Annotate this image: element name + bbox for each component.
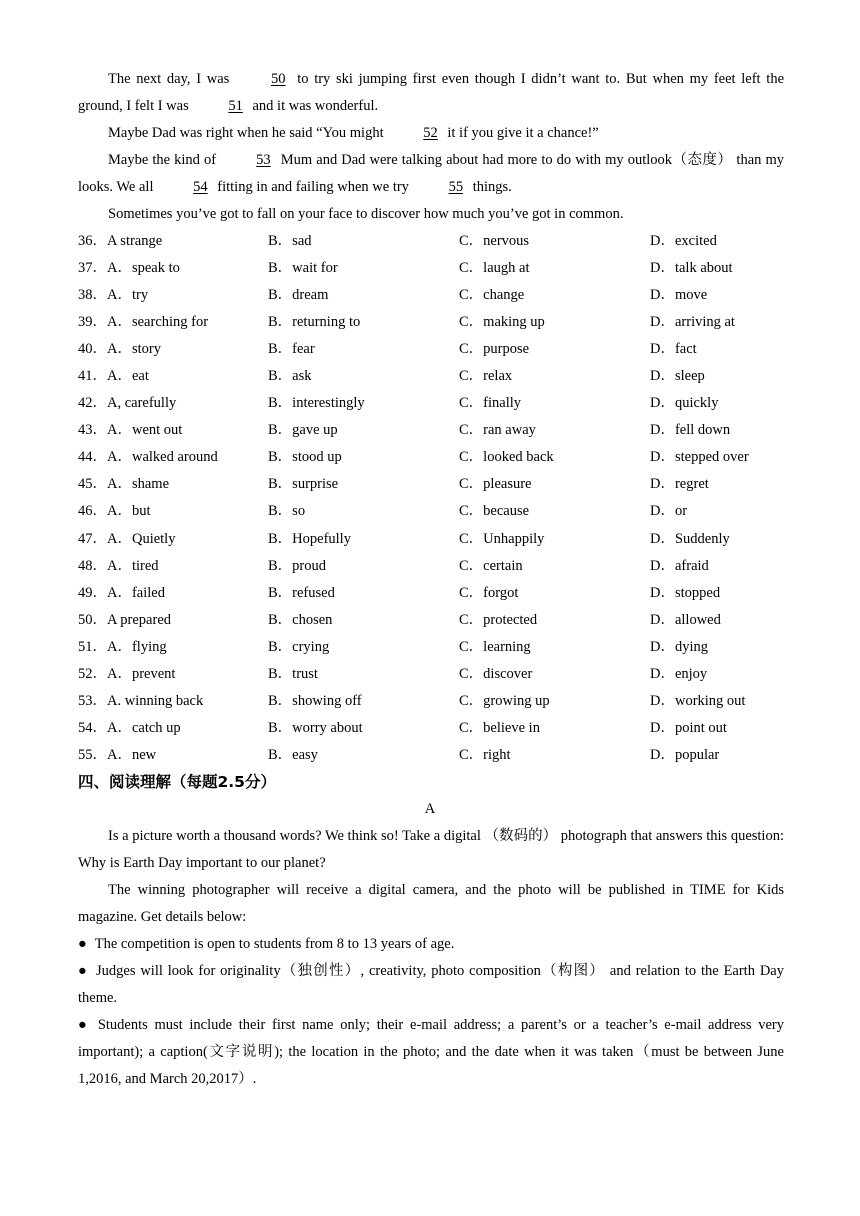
bullet-text: Students must include their first name only; their e-mail address; a parent’s or a teacher’s e-mail address very important); a caption(文字说明); the location in the photo; and the date when it was taken（must be between June 1,2016, and March 20,2017）. [78,1017,784,1087]
option-a: 53．A. winning back [78,692,204,709]
option-d: D．working out [650,692,746,709]
option-d: D．Suddenly [650,530,730,547]
blank-55: 55 [448,179,464,195]
option-a: 54．A．catch up [78,719,181,736]
option-c: C．making up [459,314,545,331]
option-b: B．sad [268,233,312,249]
option-row [78,607,784,634]
option-b: B．worry about [268,719,363,736]
option-c: C．because [459,503,530,520]
option-row [78,228,784,255]
paragraph-text: it if you give it a chance!” [443,125,599,141]
option-b: B．ask [268,368,312,385]
option-row [78,498,784,525]
option-a: 38．A．try [78,287,149,304]
option-d: D．move [650,287,708,304]
option-b: B．refused [268,584,335,601]
bullet-icon: ● [78,936,87,952]
option-row [78,715,784,742]
option-a: 55．A．new [78,746,157,763]
paragraph-text: fitting in and failing when we try [213,179,413,195]
option-d: D．quickly [650,395,719,412]
option-a: 43．A．went out [78,422,183,439]
option-d: D．sleep [650,368,705,385]
option-a: 36．A strange [78,233,163,249]
paragraph-text: Mum and Dad were talking about had more to do with my outlook（态度） than my looks. We all [78,152,784,195]
option-row [78,444,784,471]
option-b: B．easy [268,746,318,763]
option-row [78,580,784,607]
cloze-paragraph-1 [78,66,784,120]
option-d: D．regret [650,476,709,493]
cloze-paragraph-3 [78,147,784,201]
bullet-item-2 [78,958,784,1012]
option-c: C．looked back [459,449,554,466]
passage-letter: A [424,801,436,817]
paragraph-text: to try ski jumping first even though I didn’t want to. But when my feet left the ground, I felt I was [78,71,785,114]
option-d: D．excited [650,233,717,249]
reading-paragraph-1: Is a picture worth a thousand words? We think so! Take a digital （数码的） photograph that answers this question: Why is Earth Day important to our planet? [78,828,784,871]
option-row [78,282,784,309]
option-c: C．pleasure [459,476,532,493]
option-c: C．purpose [459,341,530,358]
option-a: 47．A．Quietly [78,530,176,547]
option-row [78,661,784,688]
paragraph-text: things. [469,179,512,195]
option-c: C．ran away [459,422,536,439]
option-b: B．surprise [268,476,339,493]
option-a: 51．A．flying [78,638,167,655]
option-a: 45．A．shame [78,476,170,493]
option-d: D．or [650,503,688,520]
option-b: B．Hopefully [268,530,351,547]
blank-50: 50 [271,71,286,87]
paragraph-text: Maybe the kind of [108,152,221,168]
option-d: D．allowed [650,611,721,628]
cloze-paragraph-4: Sometimes you’ve got to fall on your face to discover how much you’ve got in common. [108,206,624,222]
option-c: C．Unhappily [459,530,545,547]
option-c: C．change [459,287,525,304]
option-b: B．returning to [268,314,361,331]
option-c: C．laugh at [459,260,530,277]
option-b: B．fear [268,341,315,358]
option-row [78,255,784,282]
option-a: 52．A．prevent [78,665,176,682]
option-a: 37．A．speak to [78,260,180,277]
option-b: B．showing off [268,692,362,709]
blank-51: 51 [228,98,243,114]
bullet-icon: ● [78,963,88,979]
option-row [78,336,784,363]
paragraph-text: The next day, I was [108,71,236,87]
blank-52: 52 [423,125,438,141]
option-d: D．point out [650,719,727,736]
option-a: 49．A．failed [78,584,165,601]
bullet-text: Judges will look for originality（独创性）, creativity, photo composition（构图） and relation to the Earth Day theme. [78,963,784,1006]
blank-53: 53 [256,152,271,168]
option-d: D．fact [650,341,697,358]
option-c: C．finally [459,395,522,412]
option-a: 46．A．but [78,503,151,520]
cloze-paragraph-2 [78,120,784,147]
option-d: D．stopped [650,584,721,601]
option-b: B．stood up [268,449,342,466]
option-d: D．afraid [650,557,709,574]
paragraph-text: and it was wonderful. [248,98,379,114]
answer-options [78,228,784,769]
option-a: 39．A．searching for [78,314,209,331]
option-row [78,309,784,336]
option-a: 41．A．eat [78,368,149,385]
option-c: C．learning [459,638,531,655]
blank-54: 54 [193,179,208,195]
option-a: 50．A prepared [78,611,172,628]
reading-paragraph-2: The winning photographer will receive a digital camera, and the photo will be published in TIME for Kids magazine. Get details below: [78,882,784,925]
section-heading: 四、阅读理解（每题2.5分） [78,773,276,791]
option-a: 40．A．story [78,341,161,358]
option-c: C．certain [459,557,523,574]
option-row [78,390,784,417]
option-d: D．enjoy [650,665,708,682]
option-d: D．talk about [650,260,733,277]
option-row [78,526,784,553]
option-c: C．relax [459,368,513,385]
option-b: B．interestingly [268,395,365,412]
bullet-item-1 [78,931,784,958]
option-row [78,363,784,390]
option-d: D．stepped over [650,449,749,466]
option-row [78,553,784,580]
option-b: B．proud [268,557,326,574]
option-row [78,417,784,444]
option-c: C．growing up [459,692,550,709]
option-c: C．protected [459,611,538,628]
bullet-icon: ● [78,1017,90,1033]
option-c: C．discover [459,665,533,682]
option-a: 48．A．tired [78,557,159,574]
option-row [78,471,784,498]
option-b: B．crying [268,638,330,655]
option-b: B．gave up [268,422,338,439]
bullet-text: The competition is open to students from 8 to 13 years of age. [94,936,455,952]
option-b: B．so [268,503,306,520]
bullet-item-3 [78,1012,784,1093]
option-c: C．nervous [459,233,530,249]
option-b: B．chosen [268,611,333,628]
option-a: 42．A, carefully [78,395,177,412]
option-c: C．forgot [459,584,519,601]
option-row [78,634,784,661]
option-a: 44．A．walked around [78,449,218,466]
option-d: D．fell down [650,422,731,439]
option-d: D．arriving at [650,314,735,331]
paragraph-text: Maybe Dad was right when he said “You might [108,125,388,141]
option-d: D．dying [650,638,708,655]
option-b: B．wait for [268,260,338,277]
option-row [78,688,784,715]
option-row [78,742,784,769]
option-c: C．right [459,746,511,763]
option-c: C．believe in [459,719,540,736]
option-d: D．popular [650,746,720,763]
option-b: B．trust [268,665,318,682]
option-b: B．dream [268,287,329,304]
